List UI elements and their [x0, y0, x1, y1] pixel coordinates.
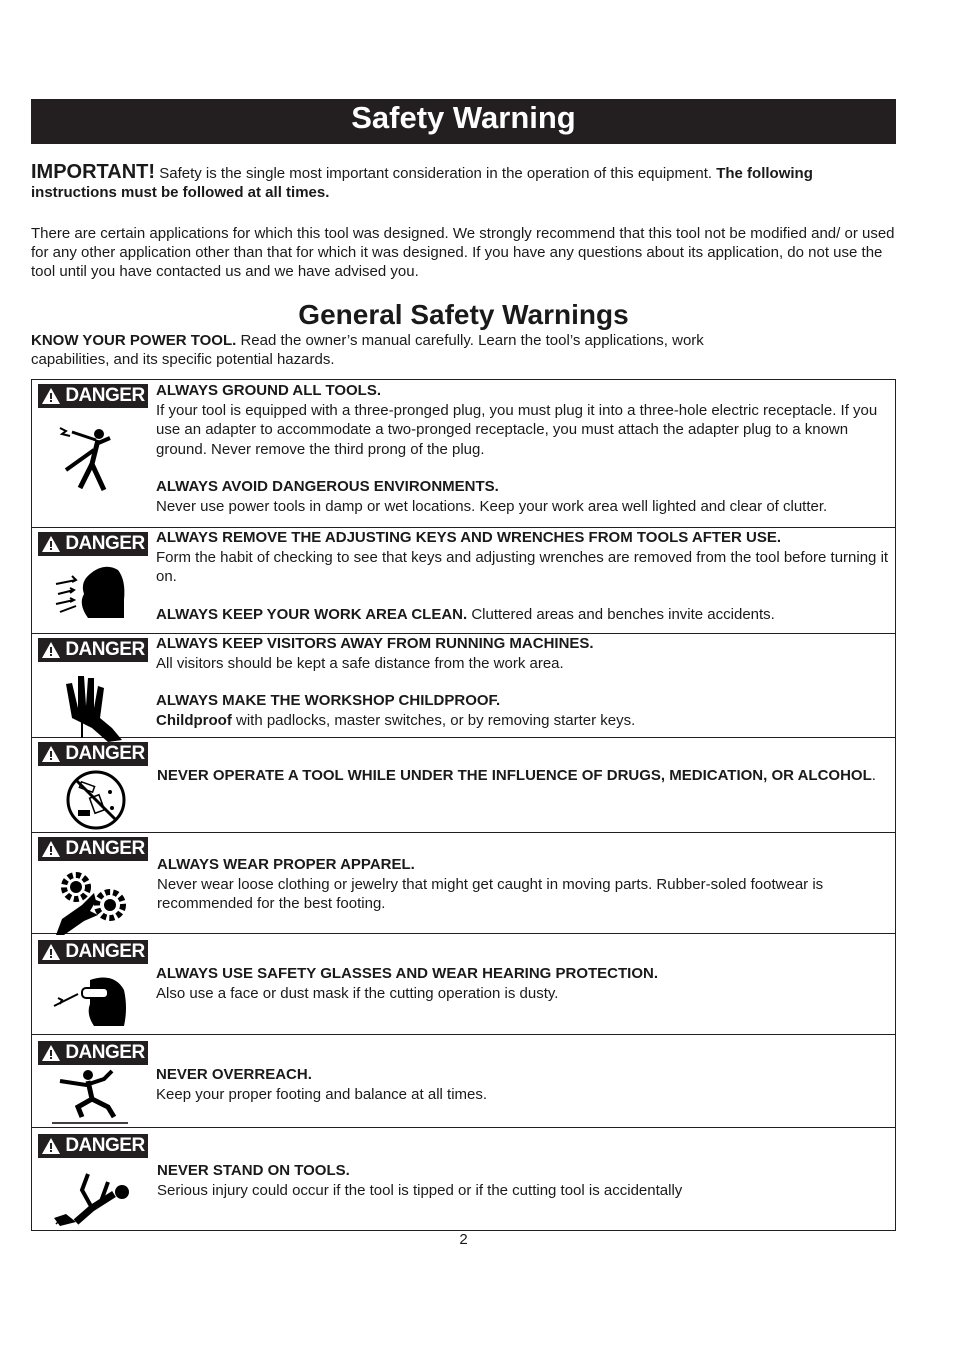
danger-label: DANGER — [65, 1135, 145, 1156]
warning-triangle-icon — [41, 1044, 61, 1062]
warning-text — [156, 634, 891, 730]
warning-text — [157, 766, 892, 786]
danger-badge — [38, 837, 148, 861]
warning-text — [156, 381, 891, 516]
know-tool-paragraph — [31, 331, 771, 369]
warnings-table — [31, 379, 896, 1231]
important-lead: IMPORTANT! — [31, 161, 156, 183]
warning-heading: NEVER OVERREACH. — [156, 1066, 312, 1083]
slip-fall-icon — [52, 1067, 132, 1127]
warning-body: Keep your proper footing and balance at all times. — [156, 1085, 488, 1103]
warning-text — [157, 1161, 892, 1200]
warning-heading: ALWAYS USE SAFETY GLASSES AND WEAR HEARING PROTECTION. — [156, 965, 659, 982]
danger-label: DANGER — [65, 533, 145, 554]
warning-body: All visitors should be kept a safe distance from the work area. — [156, 654, 564, 672]
danger-badge — [38, 532, 148, 556]
warning-text — [157, 855, 892, 914]
warning-heading: NEVER OPERATE A TOOL WHILE UNDER THE INFLUENCE OF DRUGS, MEDICATION, OR ALCOHOL — [157, 767, 872, 784]
warning-triangle-icon — [41, 387, 61, 405]
page-title: Safety Warning — [31, 99, 896, 144]
warning-heading: ALWAYS MAKE THE WORKSHOP CHILDPROOF. — [156, 692, 501, 709]
hand-cut-icon — [52, 668, 132, 748]
danger-badge — [38, 940, 148, 964]
warning-heading: ALWAYS REMOVE THE ADJUSTING KEYS AND WRENCHES FROM TOOLS AFTER USE. — [156, 529, 782, 546]
warning-heading: NEVER STAND ON TOOLS. — [157, 1162, 350, 1179]
know-tool-text: Read the owner’s manual carefully. Learn the tool’s applications, work capabilities, and its specific potential hazards. — [31, 332, 704, 368]
warning-triangle-icon — [41, 943, 61, 961]
intro-paragraph: There are certain applications for which this tool was designed. We strongly recommend that this tool not be modified and/ or used for any other application other than that for which it was designed. If you have any questions about its application, do not use the tool until you have contacted us and we have advised you. — [31, 225, 895, 280]
danger-label: DANGER — [65, 385, 145, 406]
warning-triangle-icon — [41, 745, 61, 763]
warning-heading: ALWAYS WEAR PROPER APPAREL. — [157, 856, 415, 873]
warning-text — [156, 964, 891, 1003]
warning-body: Also use a face or dust mask if the cutting operation is dusty. — [156, 984, 559, 1002]
important-notice — [31, 163, 899, 202]
page-number: 2 — [459, 1231, 468, 1248]
section-heading: General Safety Warnings — [298, 299, 629, 330]
warning-row — [32, 380, 895, 528]
warning-row — [32, 934, 895, 1035]
warning-heading: ALWAYS GROUND ALL TOOLS. — [156, 382, 382, 399]
danger-label: DANGER — [65, 743, 145, 764]
no-drugs-alcohol-icon — [64, 768, 128, 832]
danger-badge — [38, 638, 148, 662]
danger-badge — [38, 1041, 148, 1065]
warning-body: . — [871, 767, 876, 784]
important-bold-tail: The following instructions must be followed at all times. — [31, 165, 813, 201]
danger-label: DANGER — [65, 838, 145, 859]
danger-label: DANGER — [65, 1042, 145, 1063]
warning-body: Serious injury could occur if the tool is tipped or if the cutting tool is accidentally — [157, 1181, 683, 1199]
warning-row — [32, 634, 895, 738]
warning-triangle-icon — [41, 641, 61, 659]
warning-row — [32, 528, 895, 634]
warning-heading: ALWAYS AVOID DANGEROUS ENVIRONMENTS. — [156, 478, 499, 495]
warning-body: Never use power tools in damp or wet locations. Keep your work area well lighted and clear of clutter. — [156, 497, 828, 515]
warning-heading: ALWAYS KEEP YOUR WORK AREA CLEAN. — [156, 605, 468, 623]
danger-badge — [38, 1134, 148, 1158]
falling-person-icon — [52, 1164, 132, 1228]
warning-row — [32, 1035, 895, 1128]
warning-text — [156, 1065, 891, 1104]
electric-shock-icon — [52, 420, 132, 500]
danger-label: DANGER — [65, 941, 145, 962]
gear-entanglement-icon — [52, 865, 132, 945]
warning-row — [32, 1128, 895, 1230]
warning-body: Never wear loose clothing or jewelry that might get caught in moving parts. Rubber-soled footwear is recommended for the best footing. — [157, 875, 824, 912]
flying-debris-head-icon — [52, 560, 132, 640]
know-tool-bold: KNOW YOUR POWER TOOL. — [31, 332, 237, 349]
warning-heading: ALWAYS KEEP VISITORS AWAY FROM RUNNING MACHINES. — [156, 635, 594, 652]
warning-emphasis: Childproof — [156, 711, 232, 729]
warning-row — [32, 738, 895, 833]
warning-triangle-icon — [41, 1137, 61, 1155]
warning-triangle-icon — [41, 535, 61, 553]
warning-row — [32, 833, 895, 934]
warning-text — [156, 528, 891, 624]
important-text: Safety is the single most important consideration in the operation of this equipment. — [155, 165, 717, 182]
warning-body: Cluttered areas and benches invite accidents. — [467, 605, 775, 623]
danger-badge — [38, 384, 148, 408]
warning-body: with padlocks, master switches, or by removing starter keys. — [231, 711, 636, 729]
danger-badge — [38, 742, 148, 766]
warning-body: Form the habit of checking to see that keys and adjusting wrenches are removed from the tool before turning it on. — [156, 548, 889, 585]
warning-triangle-icon — [41, 840, 61, 858]
danger-label: DANGER — [65, 639, 145, 660]
warning-body: If your tool is equipped with a three-pronged plug, you must plug it into a three-hole electric receptacle. If you use an adapter to accommodate a two-pronged receptacle, you must attach the adapter plug to a known ground. Never remove the third prong of the plug. — [156, 401, 878, 458]
